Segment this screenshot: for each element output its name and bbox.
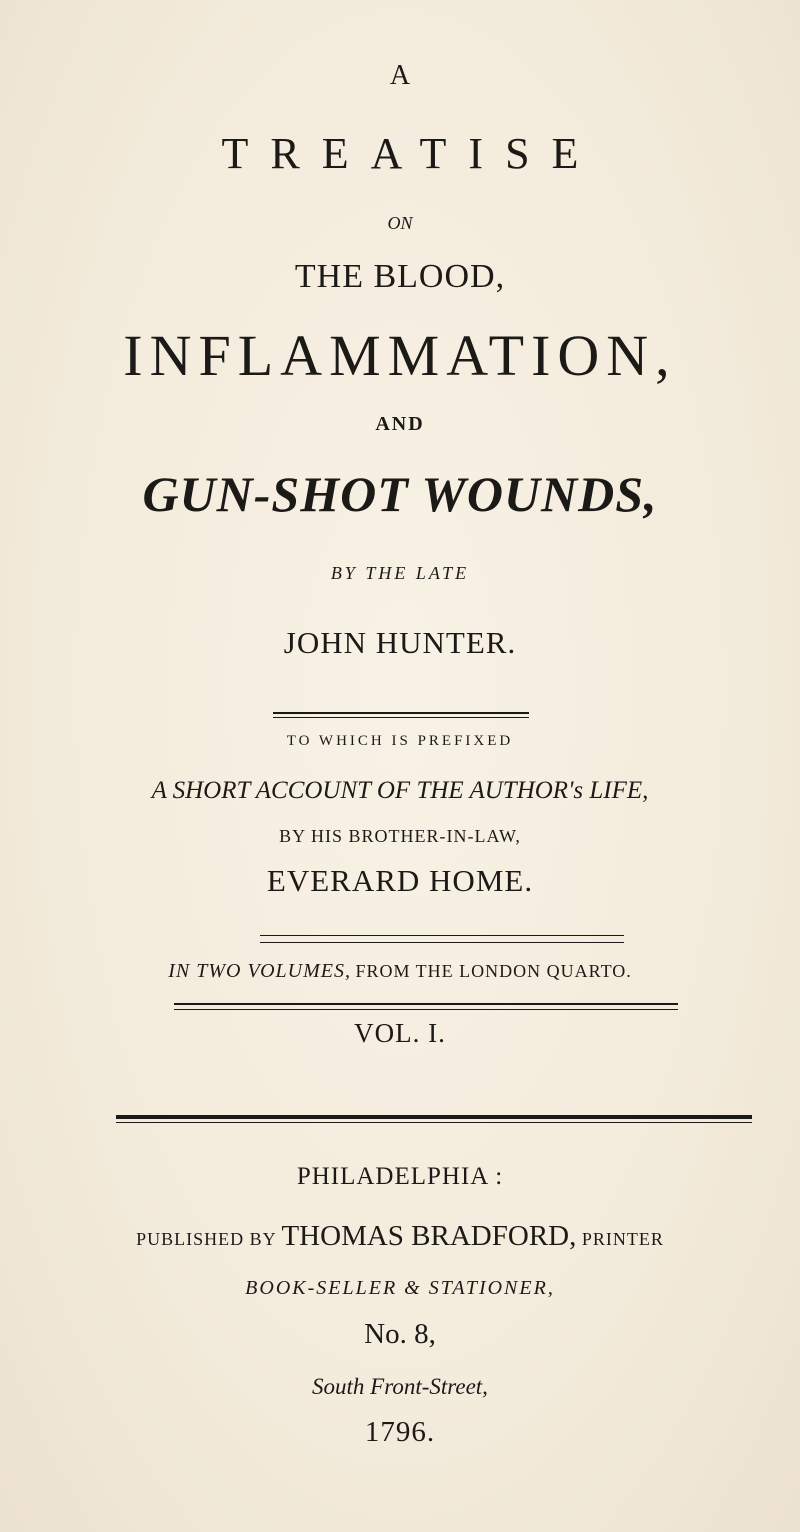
- volumes-line: [0, 960, 800, 983]
- divider-rule: [273, 712, 529, 714]
- imprint-city: PHILADELPHIA :: [296, 1163, 504, 1190]
- volumes-source: FROM THE LONDON QUARTO.: [355, 961, 632, 981]
- by-line: BY THE LATE: [330, 563, 470, 583]
- article-a: A: [389, 60, 411, 91]
- relation-line: BY HIS BROTHER-IN-LAW,: [279, 826, 521, 846]
- divider-rule: [174, 1009, 678, 1010]
- imprint-publisher-line: [0, 1220, 800, 1253]
- conjunction-and: AND: [375, 413, 425, 435]
- work-type-heading: TREATISE: [221, 129, 601, 178]
- prefixed-note: TO WHICH IS PREFIXED: [286, 733, 514, 749]
- volume-number: VOL. I.: [354, 1018, 446, 1048]
- on-word: ON: [387, 213, 413, 233]
- imprint-year: 1796.: [364, 1416, 436, 1448]
- divider-rule: [174, 1003, 678, 1005]
- divider-rule: [273, 717, 529, 718]
- publisher-role: PRINTER: [581, 1229, 664, 1249]
- subject-blood: THE BLOOD,: [294, 258, 506, 295]
- divider-rule: [116, 1122, 752, 1123]
- prefixed-work: A SHORT ACCOUNT OF THE AUTHOR's LIFE,: [151, 777, 649, 804]
- imprint-number: No. 8,: [364, 1318, 436, 1350]
- subject-inflammation: INFLAMMATION,: [123, 323, 677, 388]
- published-by: PUBLISHED BY: [136, 1229, 276, 1249]
- divider-rule: [260, 942, 624, 943]
- volumes-count: IN TWO VOLUMES,: [168, 960, 351, 982]
- publisher-name: THOMAS BRADFORD,: [281, 1220, 577, 1252]
- imprint-street: South Front-Street,: [312, 1374, 488, 1399]
- publisher-trade: BOOK-SELLER & STATIONER,: [245, 1277, 555, 1299]
- heavy-divider-rule: [116, 1115, 752, 1119]
- biographer-name: EVERARD HOME.: [266, 863, 534, 898]
- divider-rule: [260, 935, 624, 936]
- author-name: JOHN HUNTER.: [283, 625, 517, 660]
- subject-gunshot-wounds: GUN-SHOT WOUNDS,: [142, 466, 658, 522]
